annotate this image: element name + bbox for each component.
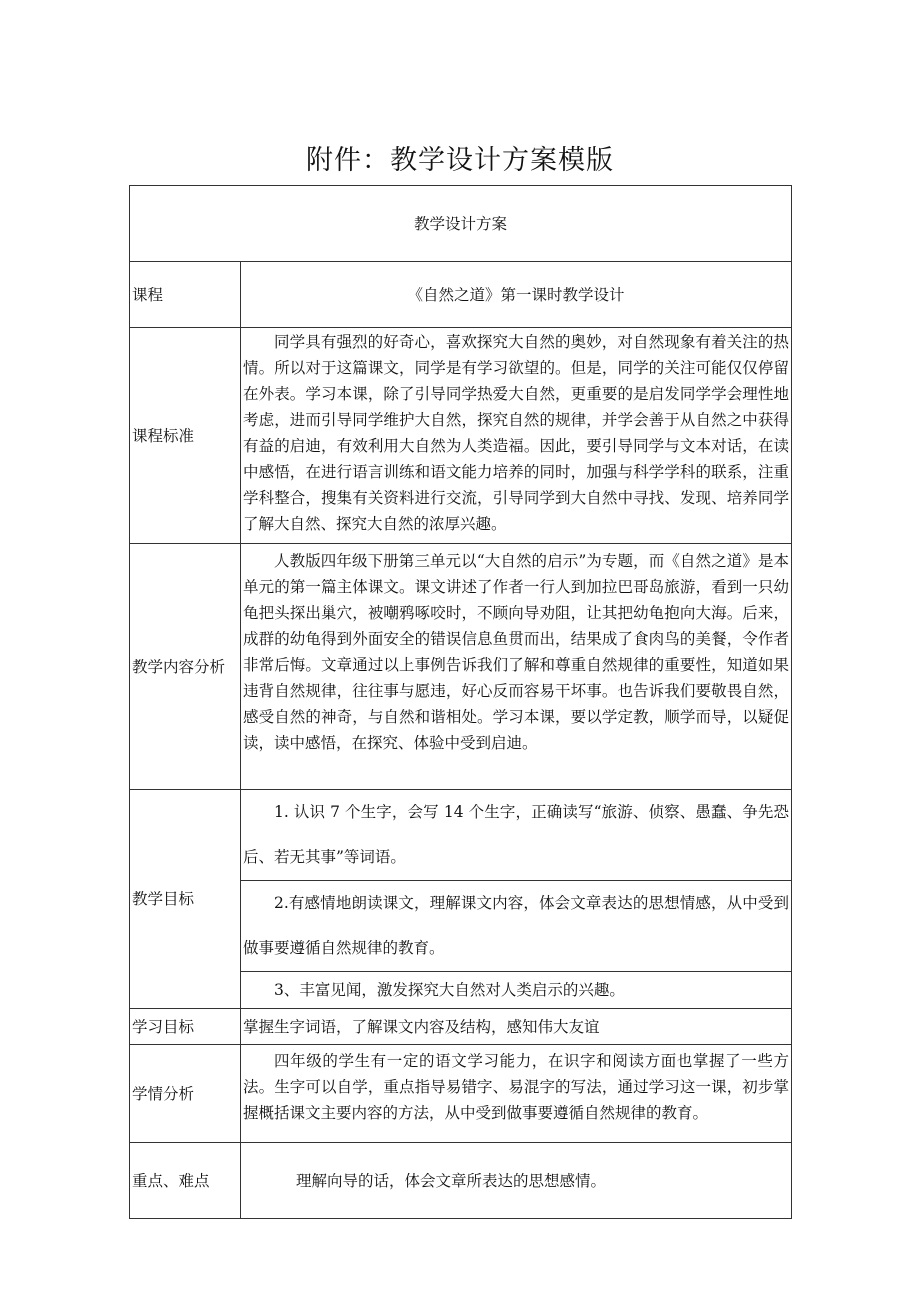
objective-item-1: 1. 认识 7 个生字，会写 14 个生字，正确读写“旅游、侦察、愚蠢、争先恐后、若无其事”等词语。 — [241, 790, 792, 881]
course-value: 《自然之道》第一课时教学设计 — [241, 262, 792, 328]
key-points-label: 重点、难点 — [130, 1143, 241, 1219]
objective-item-3: 3、丰富见闻，激发探究大自然对人类启示的兴趣。 — [241, 972, 792, 1009]
course-label: 课程 — [130, 262, 241, 328]
course-row — [130, 262, 792, 328]
student-analysis-text: 四年级的学生有一定的语文学习能力，在识字和阅读方面也掌握了一些方法。生字可以自学，重点指导易错字、易混字的写法，通过学习这一课，初步掌握概括课文主要内容的方法，从中受到做事要遵循自然规律的教育。 — [241, 1045, 792, 1143]
student-analysis-row — [130, 1045, 792, 1143]
table-header-row — [130, 186, 792, 262]
learning-goal-value: 掌握生字词语，了解课文内容及结构，感知伟大友谊 — [241, 1009, 792, 1045]
content-analysis-row — [130, 544, 792, 790]
table-header: 教学设计方案 — [130, 186, 792, 262]
content-analysis-text: 人教版四年级下册第三单元以“大自然的启示”为专题，而《自然之道》是本单元的第一篇主体课文。课文讲述了作者一行人到加拉巴哥岛旅游，看到一只幼龟把头探出巢穴，被嘲鸦啄咬时，不顾向导劝阻，让其把幼龟抱向大海。后来，成群的幼龟得到外面安全的错误信息鱼贯而出，结果成了食肉鸟的美餐，令作者非常后悔。文章通过以上事例告诉我们了解和尊重自然规律的重要性，知道如果违背自然规律，往往事与愿违，好心反而容易干坏事。也告诉我们要敬畏自然，感受自然的神奇，与自然和谐相处。学习本课，要以学定教，顺学而导，以疑促读，读中感悟，在探究、体验中受到启迪。 — [241, 544, 792, 790]
standard-label: 课程标准 — [130, 328, 241, 544]
key-points-value: 理解向导的话，体会文章所表达的思想感情。 — [241, 1143, 792, 1219]
standard-row — [130, 328, 792, 544]
objective-row-1 — [130, 790, 792, 881]
document-title: 附件：教学设计方案模版 — [306, 145, 614, 176]
content-analysis-label: 教学内容分析 — [130, 544, 241, 790]
teaching-plan-table — [129, 185, 792, 1219]
key-points-row — [130, 1143, 792, 1219]
standard-text: 同学具有强烈的好奇心，喜欢探究大自然的奥妙，对自然现象有着关注的热情。所以对于这篇课文，同学是有学习欲望的。但是，同学的关注可能仅仅停留在外表。学习本课，除了引导同学热爱大自然，更重要的是启发同学学会理性地考虑，进而引导同学维护大自然，探究自然的规律，并学会善于从自然之中获得有益的启迪，有效利用大自然为人类造福。因此，要引导同学与文本对话，在读中感悟，在进行语言训练和语文能力培养的同时，加强与科学学科的联系，注重学科整合，搜集有关资料进行交流，引导同学到大自然中寻找、发现、培养同学了解大自然、探究大自然的浓厚兴趣。 — [241, 328, 792, 544]
learning-goal-row — [130, 1009, 792, 1045]
objectives-label: 教学目标 — [130, 790, 241, 1009]
objective-item-2: 2.有感情地朗读课文，理解课文内容，体会文章表达的思想情感，从中受到做事要遵循自然规律的教育。 — [241, 881, 792, 972]
learning-goal-label: 学习目标 — [130, 1009, 241, 1045]
student-analysis-label: 学情分析 — [130, 1045, 241, 1143]
